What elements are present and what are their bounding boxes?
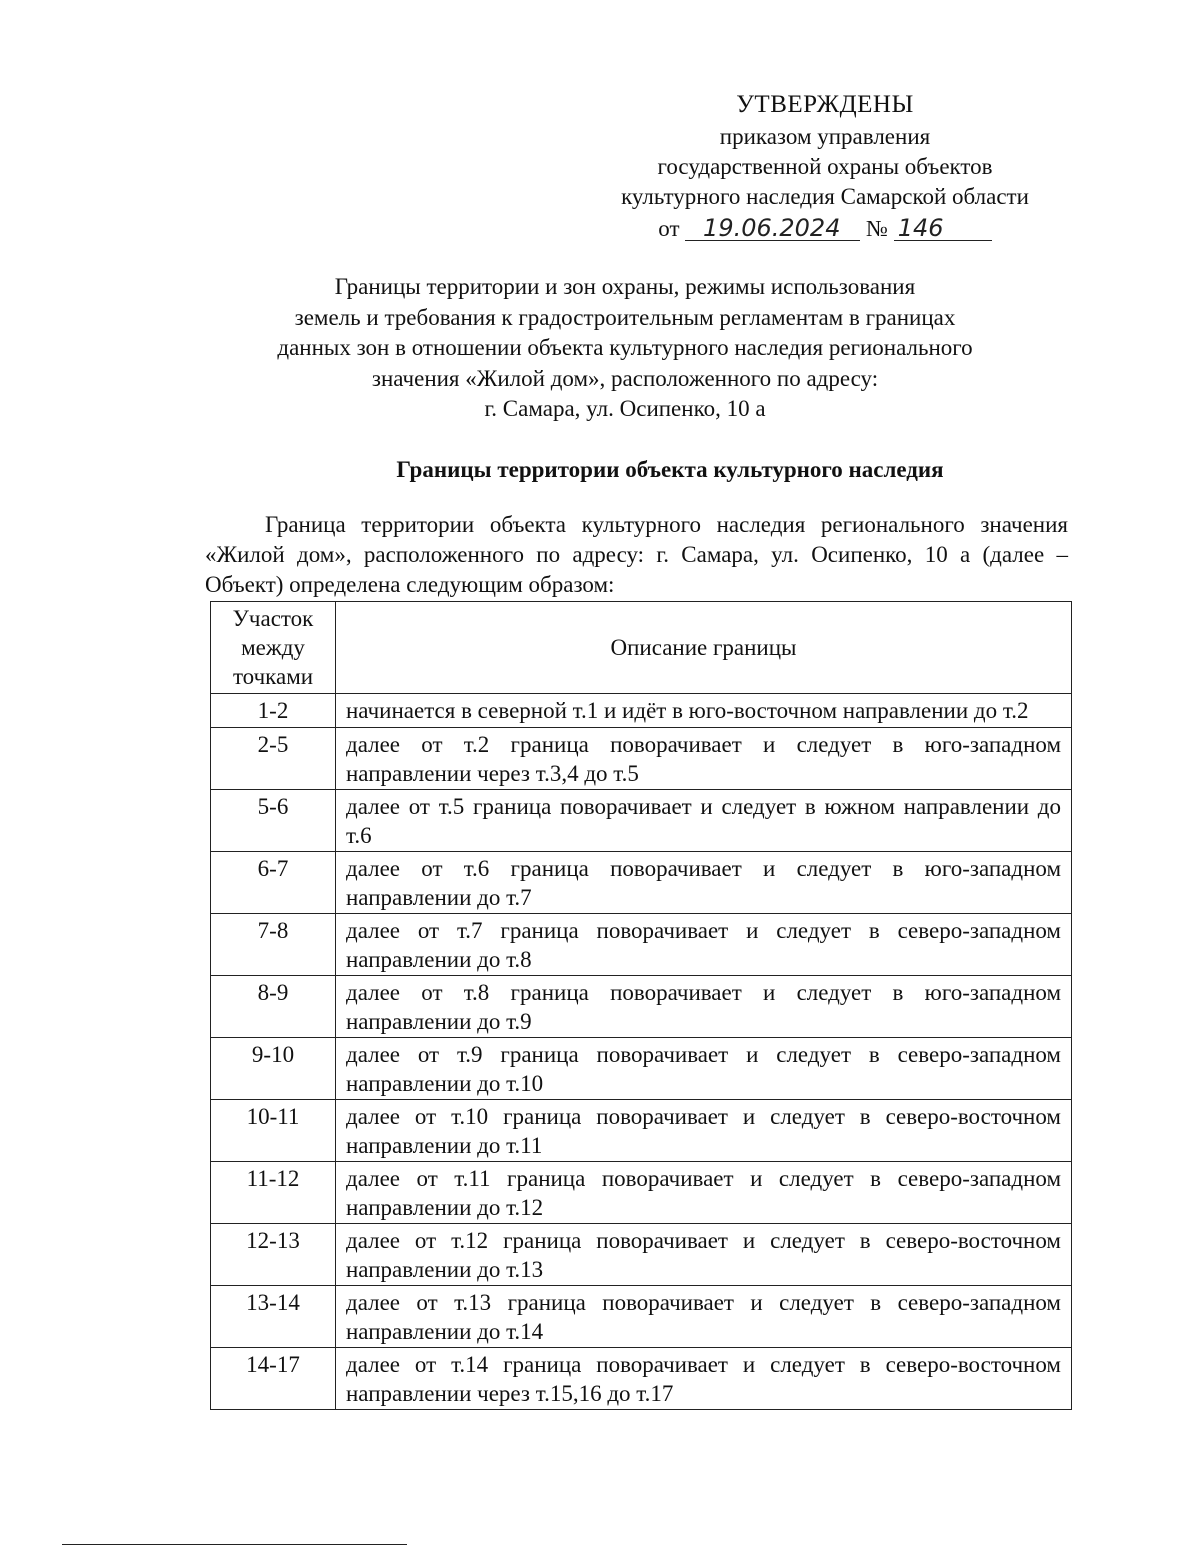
document-title-line-1: Границы территории и зон охраны, режимы использования bbox=[334, 274, 916, 299]
footnote-divider bbox=[62, 1544, 407, 1545]
description-cell: далее от т.13 граница поворачивает и следует в северо-западном направлении до т.14 bbox=[336, 1286, 1072, 1348]
segment-cell: 1-2 bbox=[211, 694, 336, 728]
table-row bbox=[211, 1100, 1072, 1162]
handwritten-date: 19.06.2024 bbox=[685, 216, 860, 241]
document-title bbox=[160, 272, 1090, 425]
approval-line-1: приказом управления bbox=[719, 124, 931, 149]
document-title-line-4: значения «Жилой дом», расположенного по адресу: bbox=[371, 365, 879, 391]
description-cell: далее от т.10 граница поворачивает и следует в северо-восточном направлении до т.11 bbox=[336, 1100, 1072, 1162]
table-row bbox=[211, 976, 1072, 1038]
segment-cell: 13-14 bbox=[211, 1286, 336, 1348]
description-cell: далее от т.6 граница поворачивает и следует в юго-западном направлении до т.7 bbox=[336, 852, 1072, 914]
description-cell: далее от т.8 граница поворачивает и следует в юго-западном направлении до т.9 bbox=[336, 976, 1072, 1038]
header-segment-line-3: точками bbox=[232, 664, 314, 689]
table-header-row bbox=[211, 602, 1072, 694]
document-title-line-2: земель и требования к градостроительным регламентам в границах bbox=[294, 304, 956, 330]
handwritten-number: 146 bbox=[894, 216, 992, 241]
table-row bbox=[211, 790, 1072, 852]
approval-date-line bbox=[560, 214, 1090, 244]
table-body bbox=[211, 694, 1072, 1410]
section-heading: Границы территории объекта культурного наследия bbox=[396, 457, 944, 482]
approval-title: УТВЕРЖДЕНЫ bbox=[736, 91, 914, 118]
table-row bbox=[211, 852, 1072, 914]
number-prefix: № bbox=[866, 216, 888, 241]
header-segment-line-1: Участок bbox=[232, 606, 314, 631]
segment-cell: 5-6 bbox=[211, 790, 336, 852]
description-cell: далее от т.9 граница поворачивает и следует в северо-западном направлении до т.10 bbox=[336, 1038, 1072, 1100]
table-row bbox=[211, 1286, 1072, 1348]
header-segment bbox=[211, 602, 336, 694]
table-row bbox=[211, 1348, 1072, 1410]
description-cell: начинается в северной т.1 и идёт в юго-восточном направлении до т.2 bbox=[336, 694, 1072, 728]
header-description: Описание границы bbox=[336, 602, 1072, 694]
table-row bbox=[211, 694, 1072, 728]
description-cell: далее от т.11 граница поворачивает и следует в северо-западном направлении до т.12 bbox=[336, 1162, 1072, 1224]
date-prefix: от bbox=[658, 216, 680, 241]
description-cell: далее от т.7 граница поворачивает и следует в северо-западном направлении до т.8 bbox=[336, 914, 1072, 976]
segment-cell: 7-8 bbox=[211, 914, 336, 976]
segment-cell: 12-13 bbox=[211, 1224, 336, 1286]
table-row bbox=[211, 1038, 1072, 1100]
boundary-table bbox=[210, 601, 1072, 1410]
approval-line-3: культурного наследия Самарской области bbox=[621, 184, 1029, 209]
segment-cell: 2-5 bbox=[211, 728, 336, 790]
segment-cell: 6-7 bbox=[211, 852, 336, 914]
segment-cell: 11-12 bbox=[211, 1162, 336, 1224]
description-cell: далее от т.12 граница поворачивает и следует в северо-восточном направлении до т.13 bbox=[336, 1224, 1072, 1286]
intro-paragraph: Граница территории объекта культурного наследия регионального значения «Жилой дом», расположенного по адресу: г. Самара, ул. Осипенко, 10 а (далее – Объект) определена следующим образом: bbox=[205, 512, 1068, 597]
segment-cell: 10-11 bbox=[211, 1100, 336, 1162]
document-title-line-3: данных зон в отношении объекта культурного наследия регионального bbox=[277, 335, 973, 360]
document-title-line-5: г. Самара, ул. Осипенко, 10 а bbox=[484, 396, 766, 421]
approval-line-2: государственной охраны объектов bbox=[657, 154, 993, 179]
header-segment-line-2: между bbox=[241, 635, 305, 660]
description-cell: далее от т.14 граница поворачивает и следует в северо-восточном направлении через т.15,16 до т.17 bbox=[336, 1348, 1072, 1410]
description-cell: далее от т.5 граница поворачивает и следует в южном направлении до т.6 bbox=[336, 790, 1072, 852]
approval-block bbox=[560, 90, 1090, 244]
table-row bbox=[211, 728, 1072, 790]
segment-cell: 14-17 bbox=[211, 1348, 336, 1410]
table-row bbox=[211, 1224, 1072, 1286]
segment-cell: 9-10 bbox=[211, 1038, 336, 1100]
description-cell: далее от т.2 граница поворачивает и следует в юго-западном направлении через т.3,4 до т.5 bbox=[336, 728, 1072, 790]
segment-cell: 8-9 bbox=[211, 976, 336, 1038]
table-row bbox=[211, 914, 1072, 976]
table-row bbox=[211, 1162, 1072, 1224]
